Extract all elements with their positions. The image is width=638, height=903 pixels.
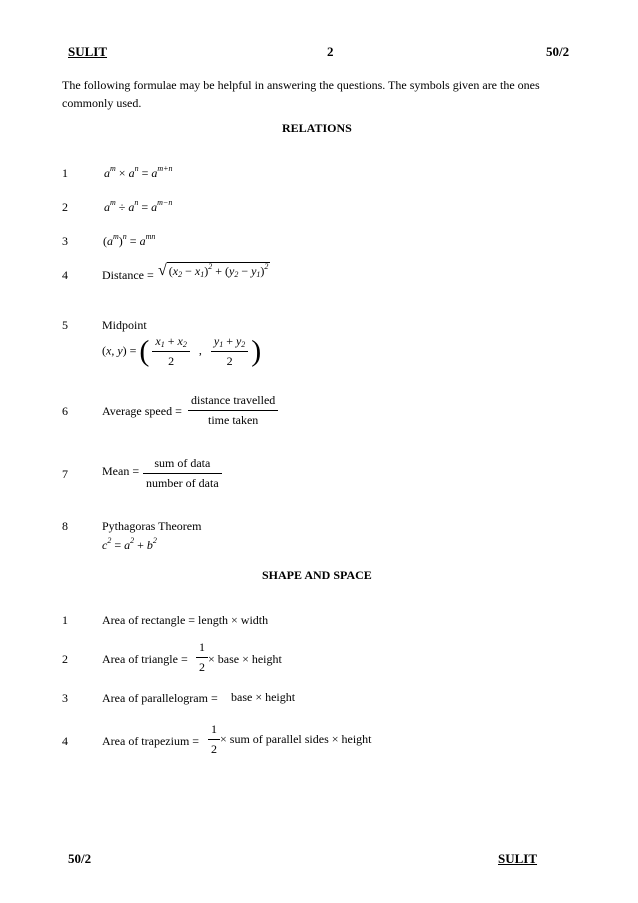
relation-6-number: 6 [62,404,68,418]
average-speed-fraction [188,393,278,428]
pythagoras-formula: $c^2 = a^2 + b^2$ [102,536,157,552]
footer-left: 50/2 [68,851,92,866]
relation-2-number: 2 [62,200,68,214]
header-right: 50/2 [546,44,570,59]
shape-1-number: 1 [62,613,68,627]
shape-1-text: Area of rectangle = length × width [102,613,269,627]
mean-fraction [143,456,222,491]
mean-denominator: number of data [146,476,219,490]
average-speed-numerator: distance travelled [188,393,278,411]
shape-4-label: Area of trapezium = [102,734,200,748]
relation-2-formula: $a^m \div a^n = a^{m-n}$ [104,198,173,214]
relation-3-formula: $(a^m)^n = a^{mn}$ [103,232,156,248]
relation-7-label: Mean = [102,464,140,478]
relation-4-label: Distance = [102,268,154,282]
midpoint-formula: (x, y) = ( $\frac{x_1 + x_2}{2}$ , $\frac{y_1 + y_2}{2}$ ) [102,334,262,368]
relation-1-number: 1 [62,166,68,180]
relation-5-number: 5 [62,318,68,332]
header-left: SULIT [68,44,108,59]
page-number: 2 [327,44,334,59]
shape-2-label: Area of triangle = [102,652,188,666]
shape-3-number: 3 [62,691,68,705]
shape-4-number: 4 [62,734,68,748]
footer-right: SULIT [498,851,538,866]
shape-2-after: × base × height [208,652,282,666]
relation-4-number: 4 [62,268,68,282]
shape-3-after: base × height [231,690,296,704]
relation-1-formula: $a^m \times a^n = a^{m+n}$ [104,164,173,180]
shape-space-title: SHAPE AND SPACE [262,568,372,582]
relation-3-number: 3 [62,234,68,248]
half-fraction: $\frac{1}{2}$ [196,640,208,675]
mean-numerator: sum of data [143,456,222,474]
shape-3-label: Area of parallelogram = [102,691,218,705]
shape-2-number: 2 [62,652,68,666]
relation-8-label: Pythagoras Theorem [102,519,202,533]
relation-6-label: Average speed = [102,404,182,418]
intro-text: The following formulae may be helpful in answering the questions. The symbols given are the ones commonly used. [62,78,540,110]
distance-formula: √ $(x_2 - x_1)^2 + (y_2 - y_1)^2$ [158,262,269,279]
half-fraction-trapezium: $\frac{1}{2}$ [208,722,220,757]
shape-4-after: × sum of parallel sides × height [220,732,372,746]
average-speed-denominator: time taken [207,413,259,427]
relations-title: RELATIONS [282,121,352,135]
relation-5-label: Midpoint [102,318,147,332]
relation-8-number: 8 [62,519,68,533]
relation-7-number: 7 [62,467,68,481]
